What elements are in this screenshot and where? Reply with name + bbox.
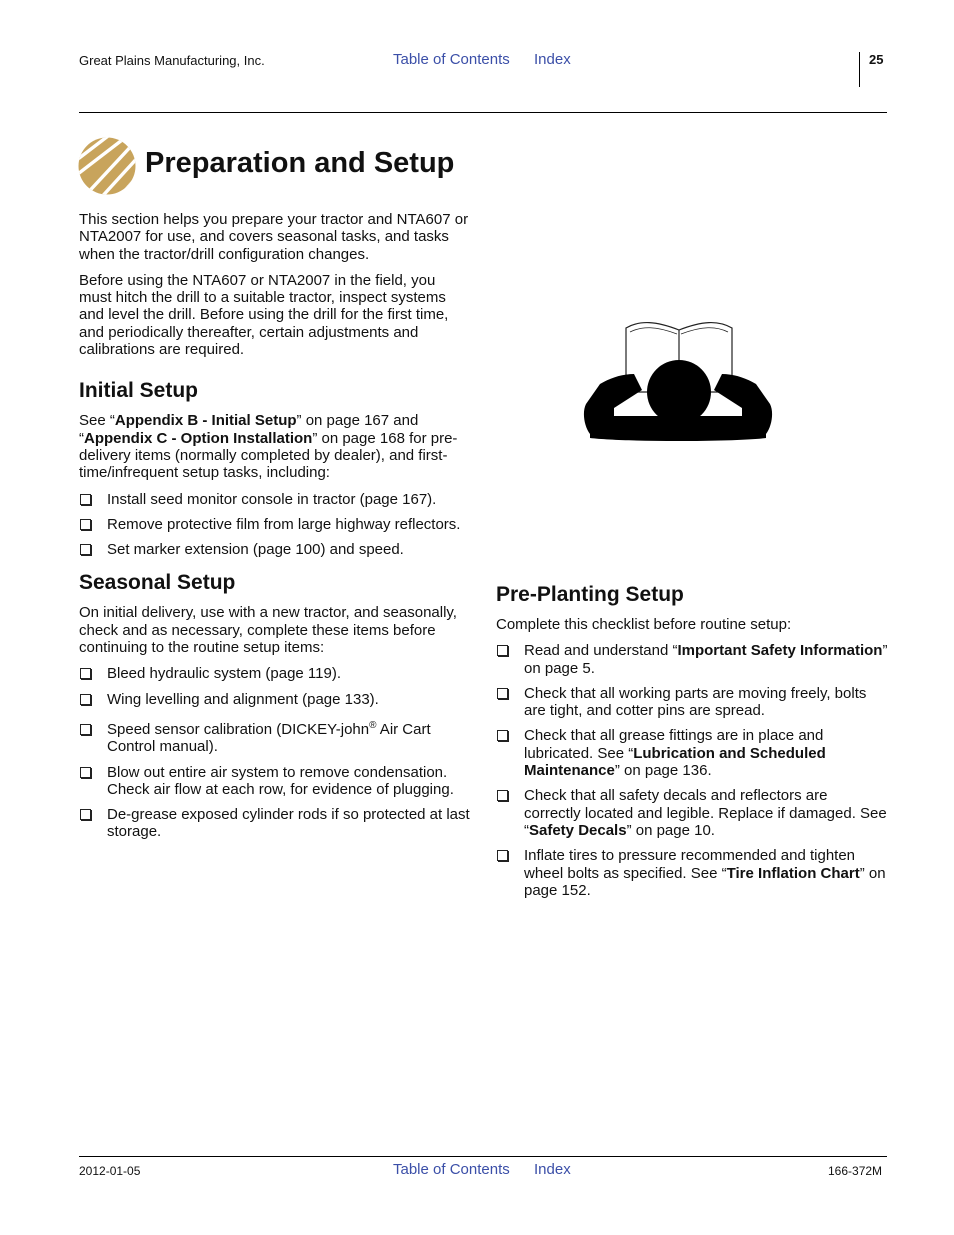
company-name: Great Plains Manufacturing, Inc. <box>79 53 265 68</box>
checklist-item: Check that all grease fittings are in place and lubricated. See “Lubrication and Scheduled Maintenance” on page 136. <box>496 727 888 779</box>
footer-rule <box>79 1156 887 1157</box>
pre-planting-checklist <box>496 642 888 899</box>
checkbox-icon <box>497 645 508 656</box>
checkbox-icon <box>80 724 91 735</box>
footer-date: 2012-01-05 <box>79 1164 141 1178</box>
checkbox-icon <box>497 730 508 741</box>
checklist-item: Speed sensor calibration (DICKEY-john® Air Cart Control manual). <box>79 721 471 756</box>
checklist-item: De-grease exposed cylinder rods if so protected at last storage. <box>79 806 471 841</box>
page-title: Preparation and Setup <box>145 147 455 179</box>
checklist-item: Blow out entire air system to remove condensation. Check air flow at each row, for evidence of plugging. <box>79 764 471 799</box>
checklist-item: Check that all safety decals and reflectors are correctly located and legible. Replace if damaged. See “Safety Decals” on page 10. <box>496 787 888 839</box>
checkbox-icon <box>80 809 91 820</box>
checkbox-icon <box>80 494 91 505</box>
tire-inflation-reference: Tire Inflation Chart <box>726 864 860 882</box>
great-plains-logo-icon <box>78 137 136 195</box>
intro-paragraph: This section helps you prepare your tractor and NTA607 or NTA2007 for use, and covers seasonal tasks, and tasks when the tractor/drill configuration changes. <box>79 211 469 263</box>
left-column <box>79 211 471 855</box>
important-safety-reference: Important Safety Information <box>677 642 883 660</box>
initial-setup-checklist <box>79 491 471 559</box>
checkbox-icon <box>497 688 508 699</box>
checklist-item: Read and understand “Important Safety Information” on page 5. <box>496 642 888 677</box>
checklist-item: Inflate tires to pressure recommended and tighten wheel bolts as specified. See “Tire Inflation Chart” on page 152. <box>496 847 888 899</box>
header-rule <box>79 112 887 113</box>
pre-planting-text: Complete this checklist before routine setup: <box>496 616 792 633</box>
checklist-item: Wing levelling and alignment (page 133). <box>79 691 471 708</box>
footer-index-link[interactable]: Index <box>534 1161 571 1178</box>
checkbox-icon <box>80 544 91 555</box>
checkbox-icon <box>497 850 508 861</box>
checkbox-icon <box>80 767 91 778</box>
right-column <box>496 582 888 913</box>
checkbox-icon <box>80 519 91 530</box>
checkbox-icon <box>80 668 91 679</box>
header-toc-link[interactable]: Table of Contents <box>393 51 510 68</box>
checklist-item: Bleed hydraulic system (page 119). <box>79 665 471 682</box>
initial-setup-text: See “Appendix B - Initial Setup” on page 167 and “Appendix C - Option Installation” on page 168 for pre-delivery items (normally completed by dealer), and first-time/infrequent setup tasks, including: <box>79 412 458 482</box>
appendix-b-reference: Appendix B - Initial Setup <box>114 412 297 430</box>
page-number: 25 <box>869 52 884 67</box>
appendix-c-reference: Appendix C - Option Installation <box>84 429 313 447</box>
read-manual-icon <box>582 312 774 450</box>
seasonal-setup-heading: Seasonal Setup <box>79 571 236 595</box>
header-index-link[interactable]: Index <box>534 51 571 68</box>
seasonal-setup-checklist <box>79 665 471 840</box>
checklist-item: Set marker extension (page 100) and speed. <box>79 541 471 558</box>
seasonal-setup-text: On initial delivery, use with a new tractor, and seasonally, check and as necessary, complete these items before continuing to the routine setup items: <box>79 604 457 657</box>
initial-setup-heading: Initial Setup <box>79 379 199 403</box>
header-divider <box>859 52 860 87</box>
checklist-item: Remove protective film from large highway reflectors. <box>79 516 471 533</box>
safety-decals-reference: Safety Decals <box>529 821 627 839</box>
checklist-item: Install seed monitor console in tractor (page 167). <box>79 491 471 508</box>
footer-doc-number: 166-372M <box>828 1164 883 1178</box>
intro-paragraph: Before using the NTA607 or NTA2007 in the field, you must hitch the drill to a suitable tractor, inspect systems and level the drill. Before using the drill for the first time, and periodically thereafter, certain adjustments and calibrations are required. <box>79 271 449 359</box>
checkbox-icon <box>497 790 508 801</box>
footer-toc-link[interactable]: Table of Contents <box>393 1161 510 1178</box>
checklist-item: Check that all working parts are moving freely, bolts are tight, and cotter pins are spread. <box>496 685 888 720</box>
checkbox-icon <box>80 694 91 705</box>
pre-planting-heading: Pre-Planting Setup <box>496 583 684 606</box>
lubrication-reference: Lubrication and Scheduled Maintenance <box>524 744 826 780</box>
